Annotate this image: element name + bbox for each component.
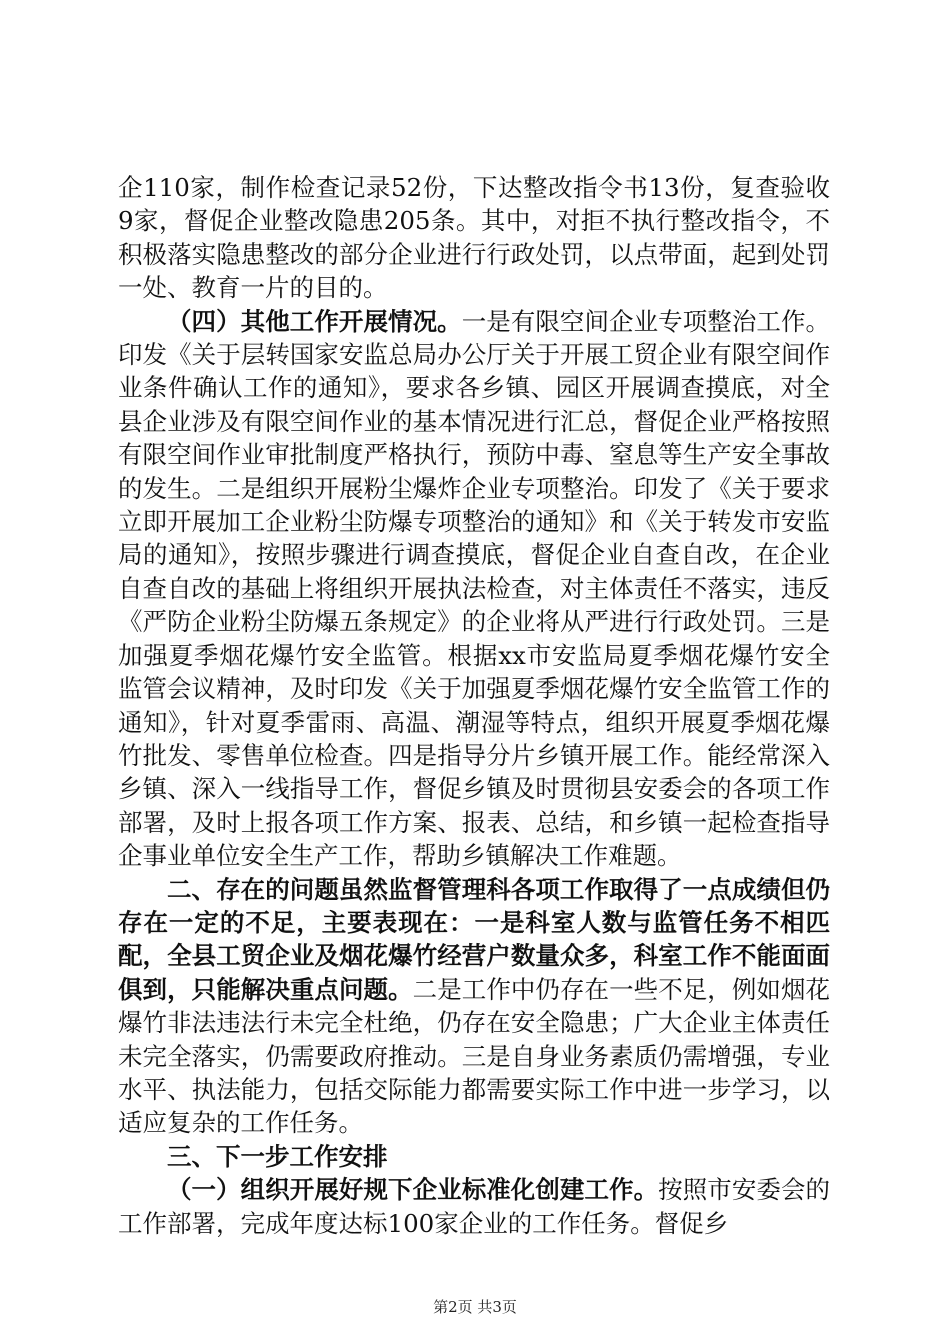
section-heading-existing-problems: 二、存在的问题虽然监督管理科各项工作取得了一点成绩但仍存在一定的不足，主要表现在：一是科室人数与监管任务不相匹配，全县工贸企业及烟花爆竹经营户数量众多，科室工作不能面面俱到，只能解决重点问题。 — [118, 874, 830, 1004]
paragraph-other-work — [118, 305, 830, 873]
paragraph-text: 按照市安委会的工作部署，完成年度达标100家企业的工作任务。督促乡 — [118, 1175, 831, 1238]
paragraph-continuation — [118, 171, 830, 305]
paragraph-next-steps — [118, 1140, 830, 1173]
page-number-label: 第2页 共3页 — [433, 1298, 517, 1316]
paragraph-existing-problems — [118, 873, 830, 1140]
paragraph-standardization — [118, 1173, 830, 1240]
paragraph-text: 二是工作中仍存在一些不足，例如烟花爆竹非法违法行未完全杜绝，仍存在安全隐患；广大企业主体责任未完全落实，仍需要政府推动。三是自身业务素质仍需增强，专业水平、执法能力，包括交际能力都需要实际工作中进一步学习，以适应复杂的工作任务。 — [118, 974, 831, 1138]
section-heading-next-steps: 三、下一步工作安排 — [167, 1141, 388, 1171]
section-heading-standardization: （一）组织开展好规下企业标准化创建工作。 — [167, 1175, 659, 1205]
paragraph-text: 企110家，制作检查记录52份，下达整改指令书13份，复查验收9家，督促企业整改隐患205条。其中，对拒不执行整改指令，不积极落实隐患整改的部分企业进行行政处罚，以点带面，起到处罚一处、教育一片的目的。 — [118, 173, 830, 303]
document-body — [118, 171, 830, 1240]
section-heading-other-work: （四）其他工作开展情况。 — [167, 306, 462, 336]
paragraph-text: 一是有限空间企业专项整治工作。印发《关于层转国家安监总局办公厅关于开展工贸企业有限空间作业条件确认工作的通知》，要求各乡镇、园区开展调查摸底，对全县企业涉及有限空间作业的基本情况进行汇总，督促企业严格按照有限空间作业审批制度严格执行，预防中毒、窒息等生产安全事故的发生。二是组织开展粉尘爆炸企业专项整治。印发了《关于要求立即开展加工企业粉尘防爆专项整治的通知》和《关于转发市安监局的通知》，按照步骤进行调查摸底，督促企业自查自改，在企业自查自改的基础上将组织开展执法检查，对主体责任不落实，违反《严防企业粉尘防爆五条规定》的企业将从严进行行政处罚。三是加强夏季烟花爆竹安全监管。根据xx市安监局夏季烟花爆竹安全监管会议精神，及时印发《关于加强夏季烟花爆竹安全监管工作的通知》，针对夏季雷雨、高温、潮湿等特点，组织开展夏季烟花爆竹批发、零售单位检查。四是指导分片乡镇开展工作。能经常深入乡镇、深入一线指导工作，督促乡镇及时贯彻县安委会的各项工作部署，及时上报各项工作方案、报表、总结，和乡镇一起检查指导企事业单位安全生产工作，帮助乡镇解决工作难题。 — [118, 306, 831, 871]
page-footer — [0, 1296, 950, 1317]
